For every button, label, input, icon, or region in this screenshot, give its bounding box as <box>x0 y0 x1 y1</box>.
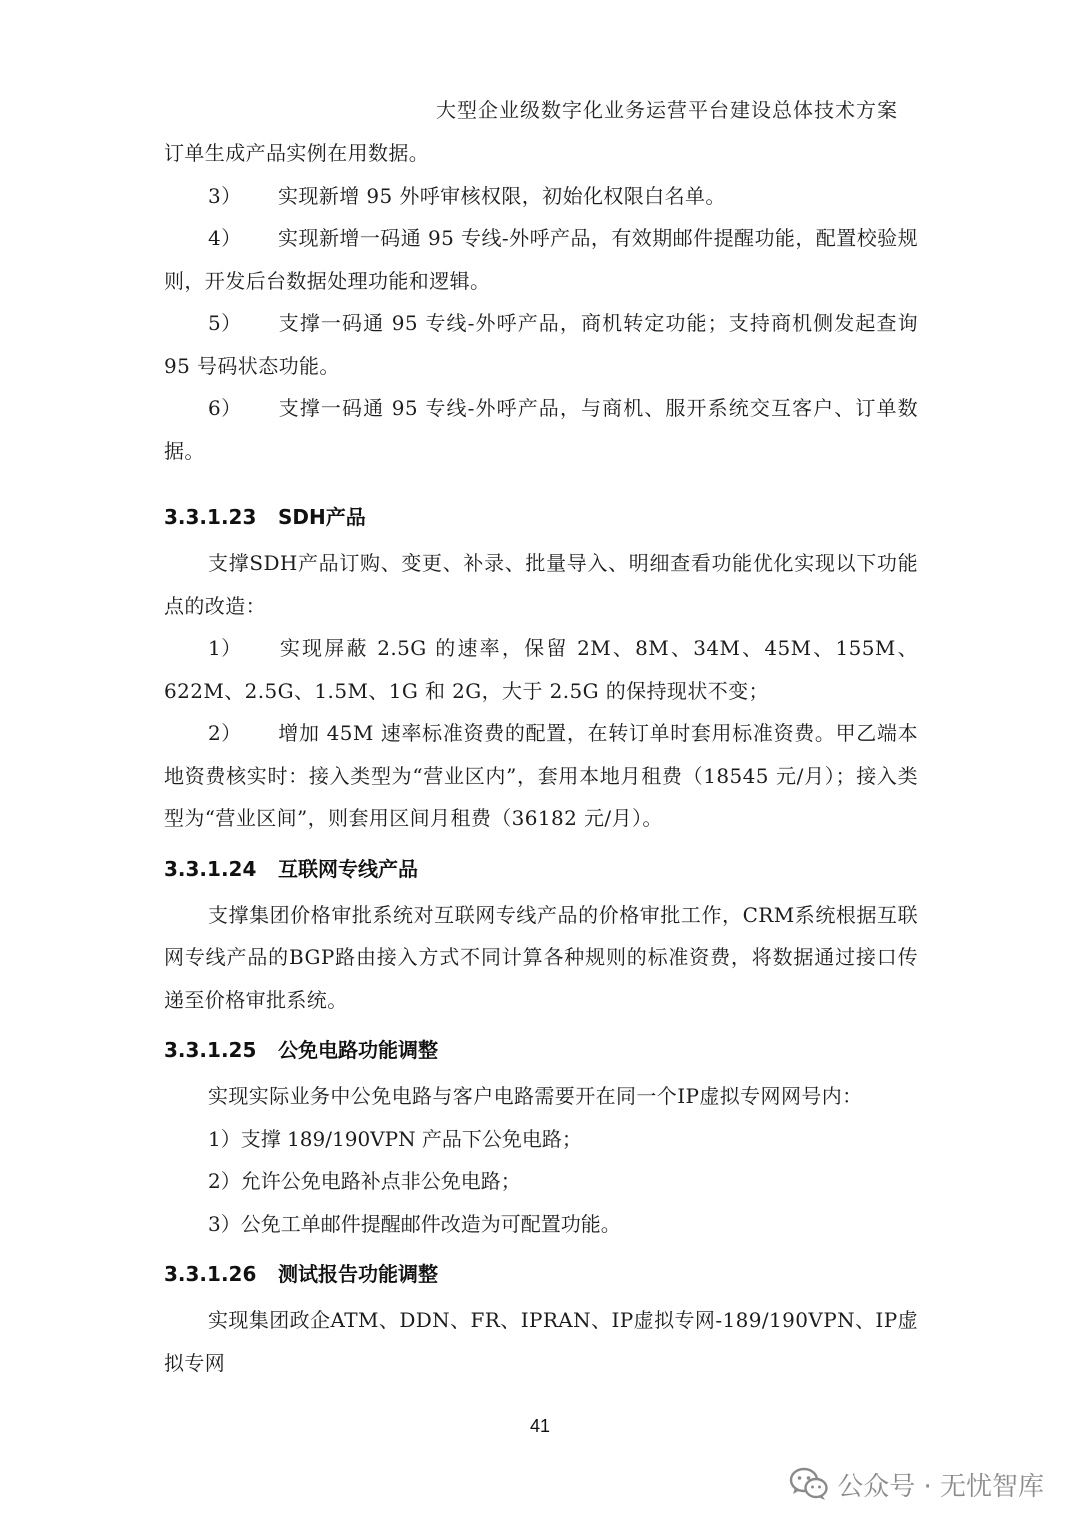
section-body: 支撑SDH产品订购、变更、补录、批量导入、明细查看功能优化实现以下功能点的改造： <box>164 551 918 618</box>
list-text: 实现屏蔽 2.5G 的速率，保留 2M、8M、34M、45M、155M、622M、2.5G、1.5M、1G 和 2G，大于 2.5G 的保持现状不变； <box>164 636 918 703</box>
section-number: 3.3.1.23 <box>164 505 257 529</box>
wechat-icon <box>789 1467 829 1501</box>
list-item <box>164 627 918 712</box>
section-body: 支撑集团价格审批系统对互联网专线产品的价格审批工作，CRM系统根据互联网专线产品的BGP路由接入方式不同计算各种规则的标准资费，将数据通过接口传递至价格审批系统。 <box>164 902 918 1012</box>
list-item: 2）允许公免电路补点非公免电路； <box>208 1169 521 1193</box>
section-body: 实现集团政企ATM、DDN、FR、IPRAN、IP虚拟专网-189/190VPN、IP虚拟专网 <box>164 1308 918 1375</box>
section-heading <box>164 854 918 884</box>
list-number: 4） <box>208 226 242 250</box>
watermark-text: 公众号 · 无忧智库 <box>837 1471 1044 1502</box>
list-item <box>164 712 918 840</box>
list-text: 支撑一码通 95 专线-外呼产品，与商机、服开系统交互客户、订单数据。 <box>164 396 918 463</box>
running-header: 大型企业级数字化业务运营平台建设总体技术方案 <box>436 98 898 122</box>
section-number: 3.3.1.26 <box>164 1262 257 1286</box>
list-number: 1） <box>208 636 242 660</box>
section-title: SDH产品 <box>278 505 366 529</box>
list-text: 支撑一码通 95 专线-外呼产品，商机转定功能；支持商机侧发起查询 95 号码状态功能。 <box>164 311 918 378</box>
list-text: 实现新增 95 外呼审核权限，初始化权限白名单。 <box>278 183 726 208</box>
section-title: 公免电路功能调整 <box>278 1038 438 1062</box>
section-number: 3.3.1.24 <box>164 856 257 881</box>
continuation-paragraph: 订单生成产品实例在用数据。 <box>164 141 430 165</box>
watermark <box>789 1462 1044 1506</box>
list-item <box>164 302 918 387</box>
list-text: 增加 45M 速率标准资费的配置，在转订单时套用标准资费。甲乙端本地资费核实时：接入类型为“营业区内”，套用本地月租费（18545 元/月）；接入类型为“营业区间”，则套用区间月租费（36182 元/月）。 <box>164 721 918 830</box>
list-number: 6） <box>208 396 242 420</box>
list-item <box>164 175 918 218</box>
section-number: 3.3.1.25 <box>164 1038 257 1062</box>
list-item: 1）支撑 189/190VPN 产品下公免电路； <box>208 1126 582 1151</box>
section-heading <box>164 1259 918 1289</box>
section-heading <box>164 502 918 532</box>
list-item <box>164 217 918 302</box>
list-number: 5） <box>208 311 242 335</box>
list-item <box>164 387 918 472</box>
section-heading <box>164 1035 918 1065</box>
list-item: 3）公免工单邮件提醒邮件改造为可配置功能。 <box>208 1211 621 1236</box>
list-number: 3） <box>208 183 242 208</box>
page-body <box>164 132 918 1384</box>
list-text: 实现新增一码通 95 专线-外呼产品，有效期邮件提醒功能，配置校验规则，开发后台数据处理功能和逻辑。 <box>164 226 918 293</box>
list-number: 2） <box>208 721 242 745</box>
section-body: 实现实际业务中公免电路与客户电路需要开在同一个IP虚拟专网网号内： <box>208 1084 863 1108</box>
page-number: 41 <box>529 1416 551 1436</box>
section-title: 测试报告功能调整 <box>278 1262 438 1286</box>
section-title: 互联网专线产品 <box>278 856 418 881</box>
